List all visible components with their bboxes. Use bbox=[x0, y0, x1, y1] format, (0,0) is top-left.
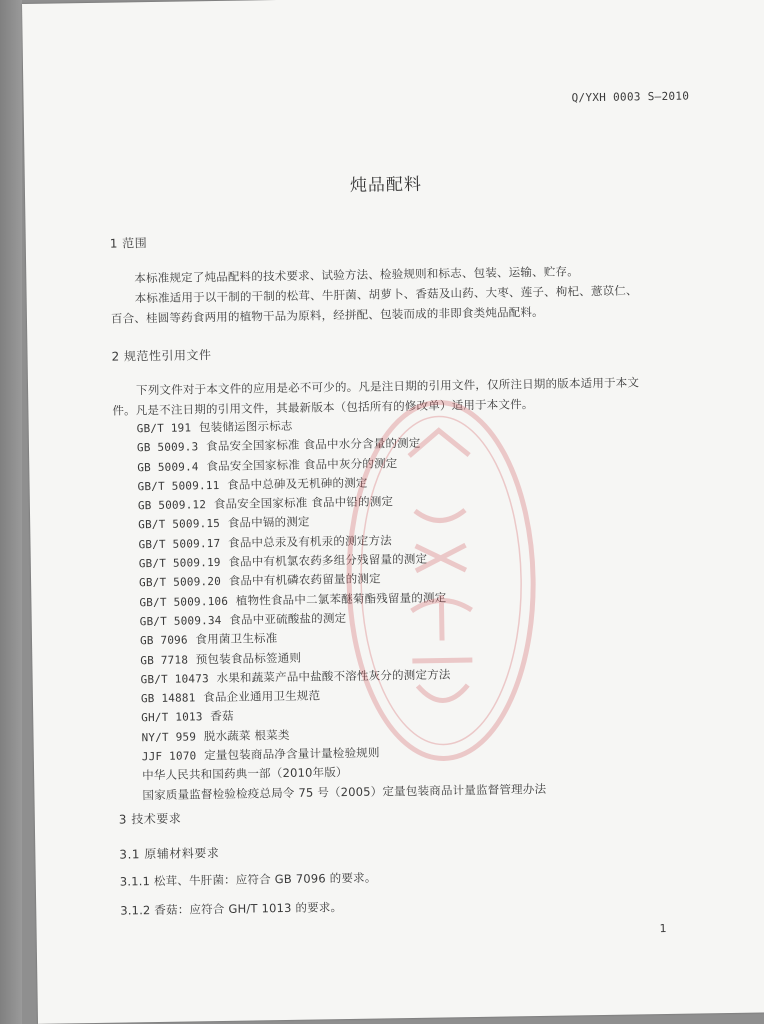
reference-code: JJF 1070 bbox=[141, 749, 197, 764]
reference-code: GB/T 5009.11 bbox=[137, 478, 220, 494]
reference-code: GB 7718 bbox=[140, 653, 189, 667]
reference-title: 食品中镉的测定 bbox=[227, 515, 310, 531]
page-title: 炖品配料 bbox=[349, 174, 423, 196]
reference-title: 食品安全国家标准 食品中水分含量的测定 bbox=[205, 436, 421, 454]
material-item-2: 3.1.2 香菇：应符合 GH/T 1013 的要求。 bbox=[120, 900, 343, 918]
reference-list bbox=[137, 413, 547, 805]
scope-paragraph-2-line-1: 本标准适用于以干制的干制的松茸、牛肝菌、胡萝卜、香菇及山药、大枣、莲子、枸杞、薏苡仁、 bbox=[134, 283, 638, 306]
scope-paragraph-1: 本标准规定了炖品配料的技术要求、试验方法、检验规则和标志、包装、运输、贮存。 bbox=[134, 264, 579, 286]
reference-code: GB 5009.4 bbox=[137, 459, 199, 474]
reference-code: GH/T 1013 bbox=[141, 710, 203, 725]
reference-title: 香菇 bbox=[210, 709, 234, 724]
reference-code: GB 14881 bbox=[140, 691, 196, 706]
reference-code: GB/T 5009.19 bbox=[138, 556, 221, 571]
reference-title: 食品中有机磷农药留量的测定 bbox=[228, 571, 381, 589]
reference-title: 水果和蔬菜产品中盐酸不溶性灰分的测定方法 bbox=[216, 667, 451, 685]
reference-code: GB 7096 bbox=[139, 633, 188, 648]
material-item-1: 3.1.1 松茸、牛肝菌：应符合 GB 7096 的要求。 bbox=[119, 870, 377, 889]
reference-code: GB/T 191 bbox=[136, 421, 192, 436]
document-page bbox=[22, 0, 764, 1024]
reference-title: 食品企业通用卫生规范 bbox=[203, 688, 321, 705]
reference-code: GB/T 5009.34 bbox=[139, 613, 222, 629]
section-heading-scope: 1 范围 bbox=[109, 236, 148, 251]
reference-title: 包装储运图示标志 bbox=[198, 418, 293, 435]
references-intro-line-2: 件。凡是不注日期的引用文件，其最新版本（包括所有的修改单）适用于本文件。 bbox=[112, 397, 534, 418]
reference-title: 食品安全国家标准 食品中铅的测定 bbox=[213, 494, 394, 512]
reference-title: 食品中总汞及有机汞的测定方法 bbox=[227, 533, 392, 550]
reference-title: 脱水蔬菜 根菜类 bbox=[203, 727, 290, 743]
page-number: 1 bbox=[659, 921, 667, 936]
reference-code: GB/T 10473 bbox=[140, 672, 209, 687]
section-heading-raw-materials: 3.1 原辅材料要求 bbox=[119, 846, 220, 862]
reference-title: 食品安全国家标准 食品中灰分的测定 bbox=[206, 455, 398, 473]
reference-title: 食用菌卫生标准 bbox=[195, 631, 278, 647]
references-intro-line-1: 下列文件对于本文件的应用是必不可少的。凡是注日期的引用文件，仅所注日期的版本适用于本文 bbox=[135, 375, 640, 398]
scope-paragraph-2-line-2: 百合、桂圆等药食两用的植物干品为原料，经拼配、包装而成的非即食类炖品配料。 bbox=[110, 304, 544, 326]
reference-title: 定量包装商品净含量计量检验规则 bbox=[204, 745, 380, 763]
reference-title: 中华人民共和国药典一部（2010年版） bbox=[142, 765, 348, 783]
reference-title: 食品中亚硫酸盐的测定 bbox=[229, 610, 347, 627]
reference-code: GB/T 5009.106 bbox=[139, 594, 229, 609]
reference-title: 食品中有机氯农药多组分残留量的测定 bbox=[228, 551, 428, 569]
scan-background bbox=[0, 0, 22, 1024]
reference-code: GB 5009.3 bbox=[136, 440, 199, 455]
reference-code: GB/T 5009.17 bbox=[138, 536, 221, 552]
reference-title: 国家质量监督检验检疫总局令 75 号（2005）定量包装商品计量监督管理办法 bbox=[142, 781, 547, 802]
document-code: Q/YXH 0003 S—2010 bbox=[571, 89, 690, 105]
reference-title: 预包装食品标签通则 bbox=[195, 650, 302, 666]
reference-code: GB/T 5009.20 bbox=[139, 575, 222, 590]
reference-code: GB/T 5009.15 bbox=[138, 517, 221, 532]
reference-code: GB 5009.12 bbox=[137, 498, 207, 513]
section-heading-technical-requirements: 3 技术要求 bbox=[118, 811, 182, 827]
reference-title: 植物性食品中二氯苯醚菊酯残留量的测定 bbox=[235, 590, 447, 608]
section-heading-normative-references: 2 规范性引用文件 bbox=[111, 348, 212, 364]
reference-title: 食品中总砷及无机砷的测定 bbox=[227, 475, 368, 492]
reference-code: NY/T 959 bbox=[141, 730, 197, 744]
